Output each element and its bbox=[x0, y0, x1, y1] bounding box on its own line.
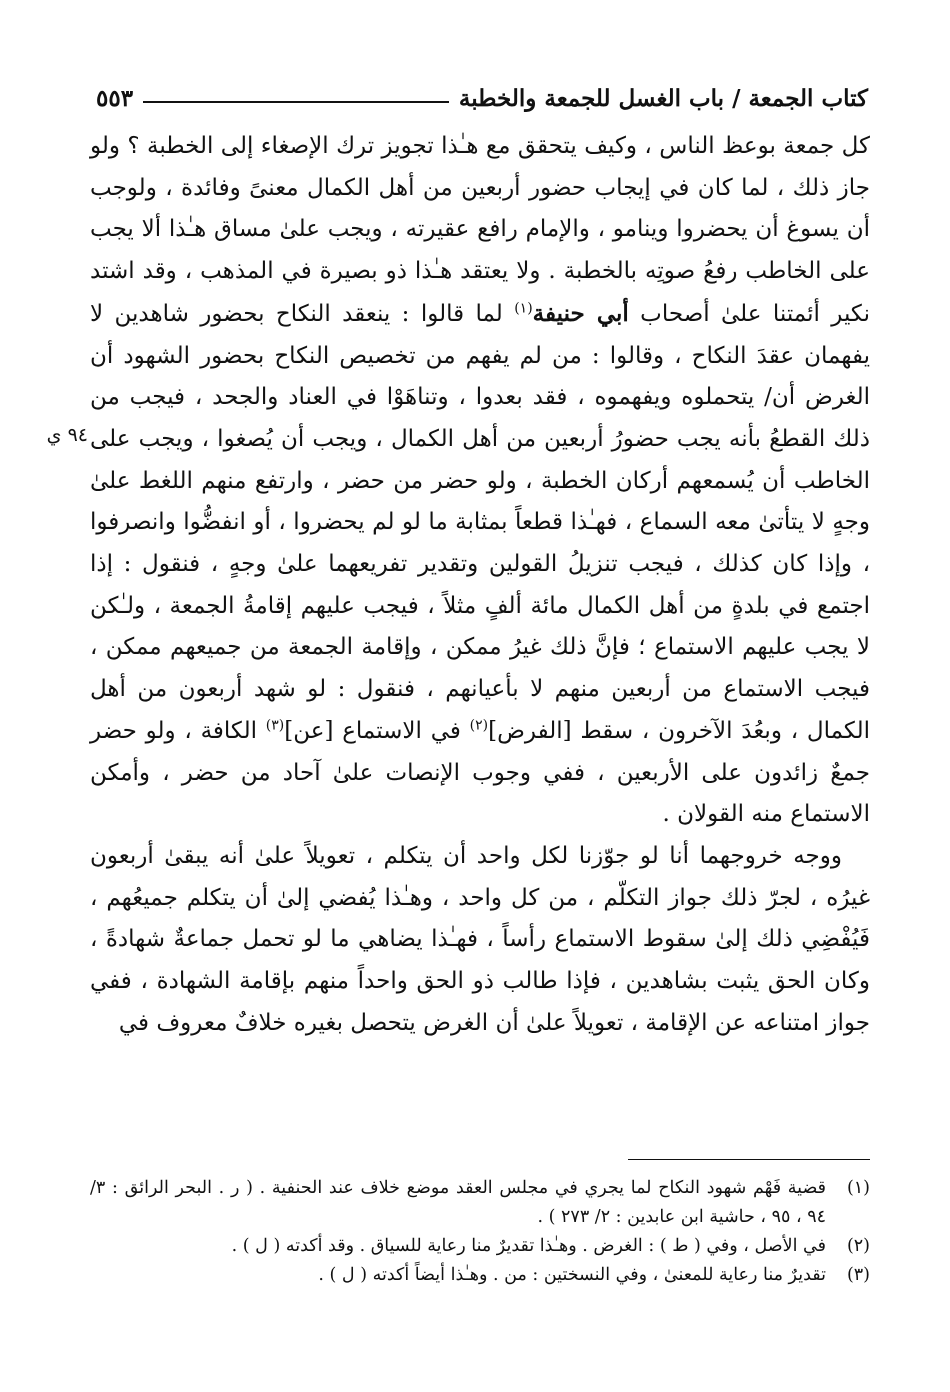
page-number: ٥٥٣ bbox=[96, 84, 134, 112]
footnote-ref: (٣) bbox=[265, 717, 285, 734]
footnote-ref: (٢) bbox=[469, 717, 489, 734]
paragraph: ووجه خروجهما أنا لو جوّزنا لكل واحد أن يتكلم ، تعويلاً علىٰ أنه يبقىٰ أربعون غيرُه ، لجرّ ذلك جواز التكلّم ، من كل واحد ، وهـٰذا يُفضي إلىٰ أن يتكلم جميعُهم ، فَيُفْضِي ذلك إلىٰ سقوط الاستماع رأساً ، فهـٰذا يضاهي ما لو تحمل جماعةٌ شهادةً ، وكان الحق يثبت بشاهدين ، فإذا طالب ذو الحق واحداً منهم بإقامة الشهادة ، ففي جواز امتناعه عن الإقامة ، تعويلاً علىٰ أن الغرض يتحصل بغيره خلافٌ معروف في bbox=[90, 842, 870, 1036]
paragraph-text: كل جمعة بوعظ الناس ، وكيف يتحقق مع هـٰذا تجويز ترك الإصغاء إلى الخطبة ؟ ولو جاز ذلك ، لما كان في إيجاب حضور أربعين من أهل الكمال معنىً وفائدة ، ولوجب أن يسوغ أن يحضروا وينامو ، والإمام رافع عقيرته ، ويجب علىٰ مساق هـٰذا ألا يجب على الخاطب رفعُ صوتِه بالخطبة . ولا يعتقد هـٰذا ذو بصيرة في المذهب ، وقد اشتد نكير أئمتنا علىٰ أصحاب bbox=[90, 133, 871, 327]
margin-manuscript-note: ٩٤ ي bbox=[46, 424, 88, 446]
paragraph bbox=[90, 126, 870, 836]
footnote-number: (٢) bbox=[846, 1236, 870, 1256]
footnote-text: تقديرٌ منا رعاية للمعنىٰ ، وفي النسختين : من . وهـٰذا أيضاً أكدته ( ل ) . bbox=[318, 1265, 826, 1285]
chapter-title: كتاب الجمعة / باب الغسل للجمعة والخطبة bbox=[458, 84, 868, 112]
paragraph-text: الكافة ، ولو حضر جمعٌ زائدون على الأربعين ، ففي وجوب الإنصات علىٰ آحاد من حضر ، وأمكن الاستماع منه القولان . bbox=[90, 717, 870, 828]
bold-name: أبي حنيفة bbox=[532, 299, 629, 327]
footnote-text: في الأصل ، وفي ( ط ) : الغرض . وهـٰذا تقديرٌ منا رعاية للسياق . وقد أكدته ( ل ) . bbox=[231, 1236, 826, 1256]
footnote bbox=[90, 1174, 870, 1232]
footnote-ref: (١) bbox=[514, 300, 533, 317]
footnote bbox=[90, 1261, 870, 1290]
footnote-text: قضية فَهْم شهود النكاح لما يجري في مجلس العقد موضع خلاف عند الحنفية . ( ر . البحر الرائق : ٣/ ٩٤ ، ٩٥ ، حاشية ابن عابدين : ٢/ ٢٧٣ ) . bbox=[90, 1178, 826, 1227]
header-rule bbox=[143, 101, 449, 103]
main-text bbox=[90, 126, 870, 1044]
footnote-number: (٣) bbox=[846, 1265, 870, 1285]
running-header bbox=[96, 78, 868, 118]
paragraph-text: لما قالوا : ينعقد النكاح بحضور شاهدين لا يفهمان عقدَ النكاح ، وقالوا : من لم يفهم من تخصيص النكاح بحضور الشهود أن الغرض أن/ يتحملوه ويفهموه ، فقد بعدوا ، وتناهَوْا في العناد والجحد ، فيجب من ذلك القطعُ بأنه يجب حضورُ أربعين من أهل الكمال ، ويجب أن يُصغوا ، ويجب على الخاطب أن يُسمعهم أركان الخطبة ، ولو حضر من حضر ، وارتفع منهم اللغط علىٰ وجهٍ لا يتأتىٰ معه السماع ، فهـٰذا قطعاً بمثابة ما لو لم يحضروا ، أو انفضُّوا وانصرفوا ، وإذا كان كذلك ، فيجب تنزيلُ القولين وتقدير تفريعهما علىٰ وجهٍ ، فنقول : إذا اجتمع في بلدةٍ من أهل الكمال مائة ألفٍ مثلاً ، فيجب عليهم إقامةُ الجمعة ، ولـٰكن لا يجب عليهم الاستماع ؛ فإنَّ ذلك غيرُ ممكن ، وإقامة الجمعة من جميعهم ممكن ، فيجب الاستماع من أربعين منهم لا بأعيانهم ، فنقول : لو شهد أربعون من أهل الكمال ، وبعُدَ الآخرون ، سقط [الفرض] bbox=[90, 300, 870, 744]
footnote bbox=[90, 1232, 870, 1261]
footnotes bbox=[90, 1174, 870, 1290]
footnote-divider bbox=[628, 1159, 870, 1160]
footnote-number: (١) bbox=[846, 1178, 870, 1198]
paragraph-text: في الاستماع [عن] bbox=[284, 717, 470, 744]
